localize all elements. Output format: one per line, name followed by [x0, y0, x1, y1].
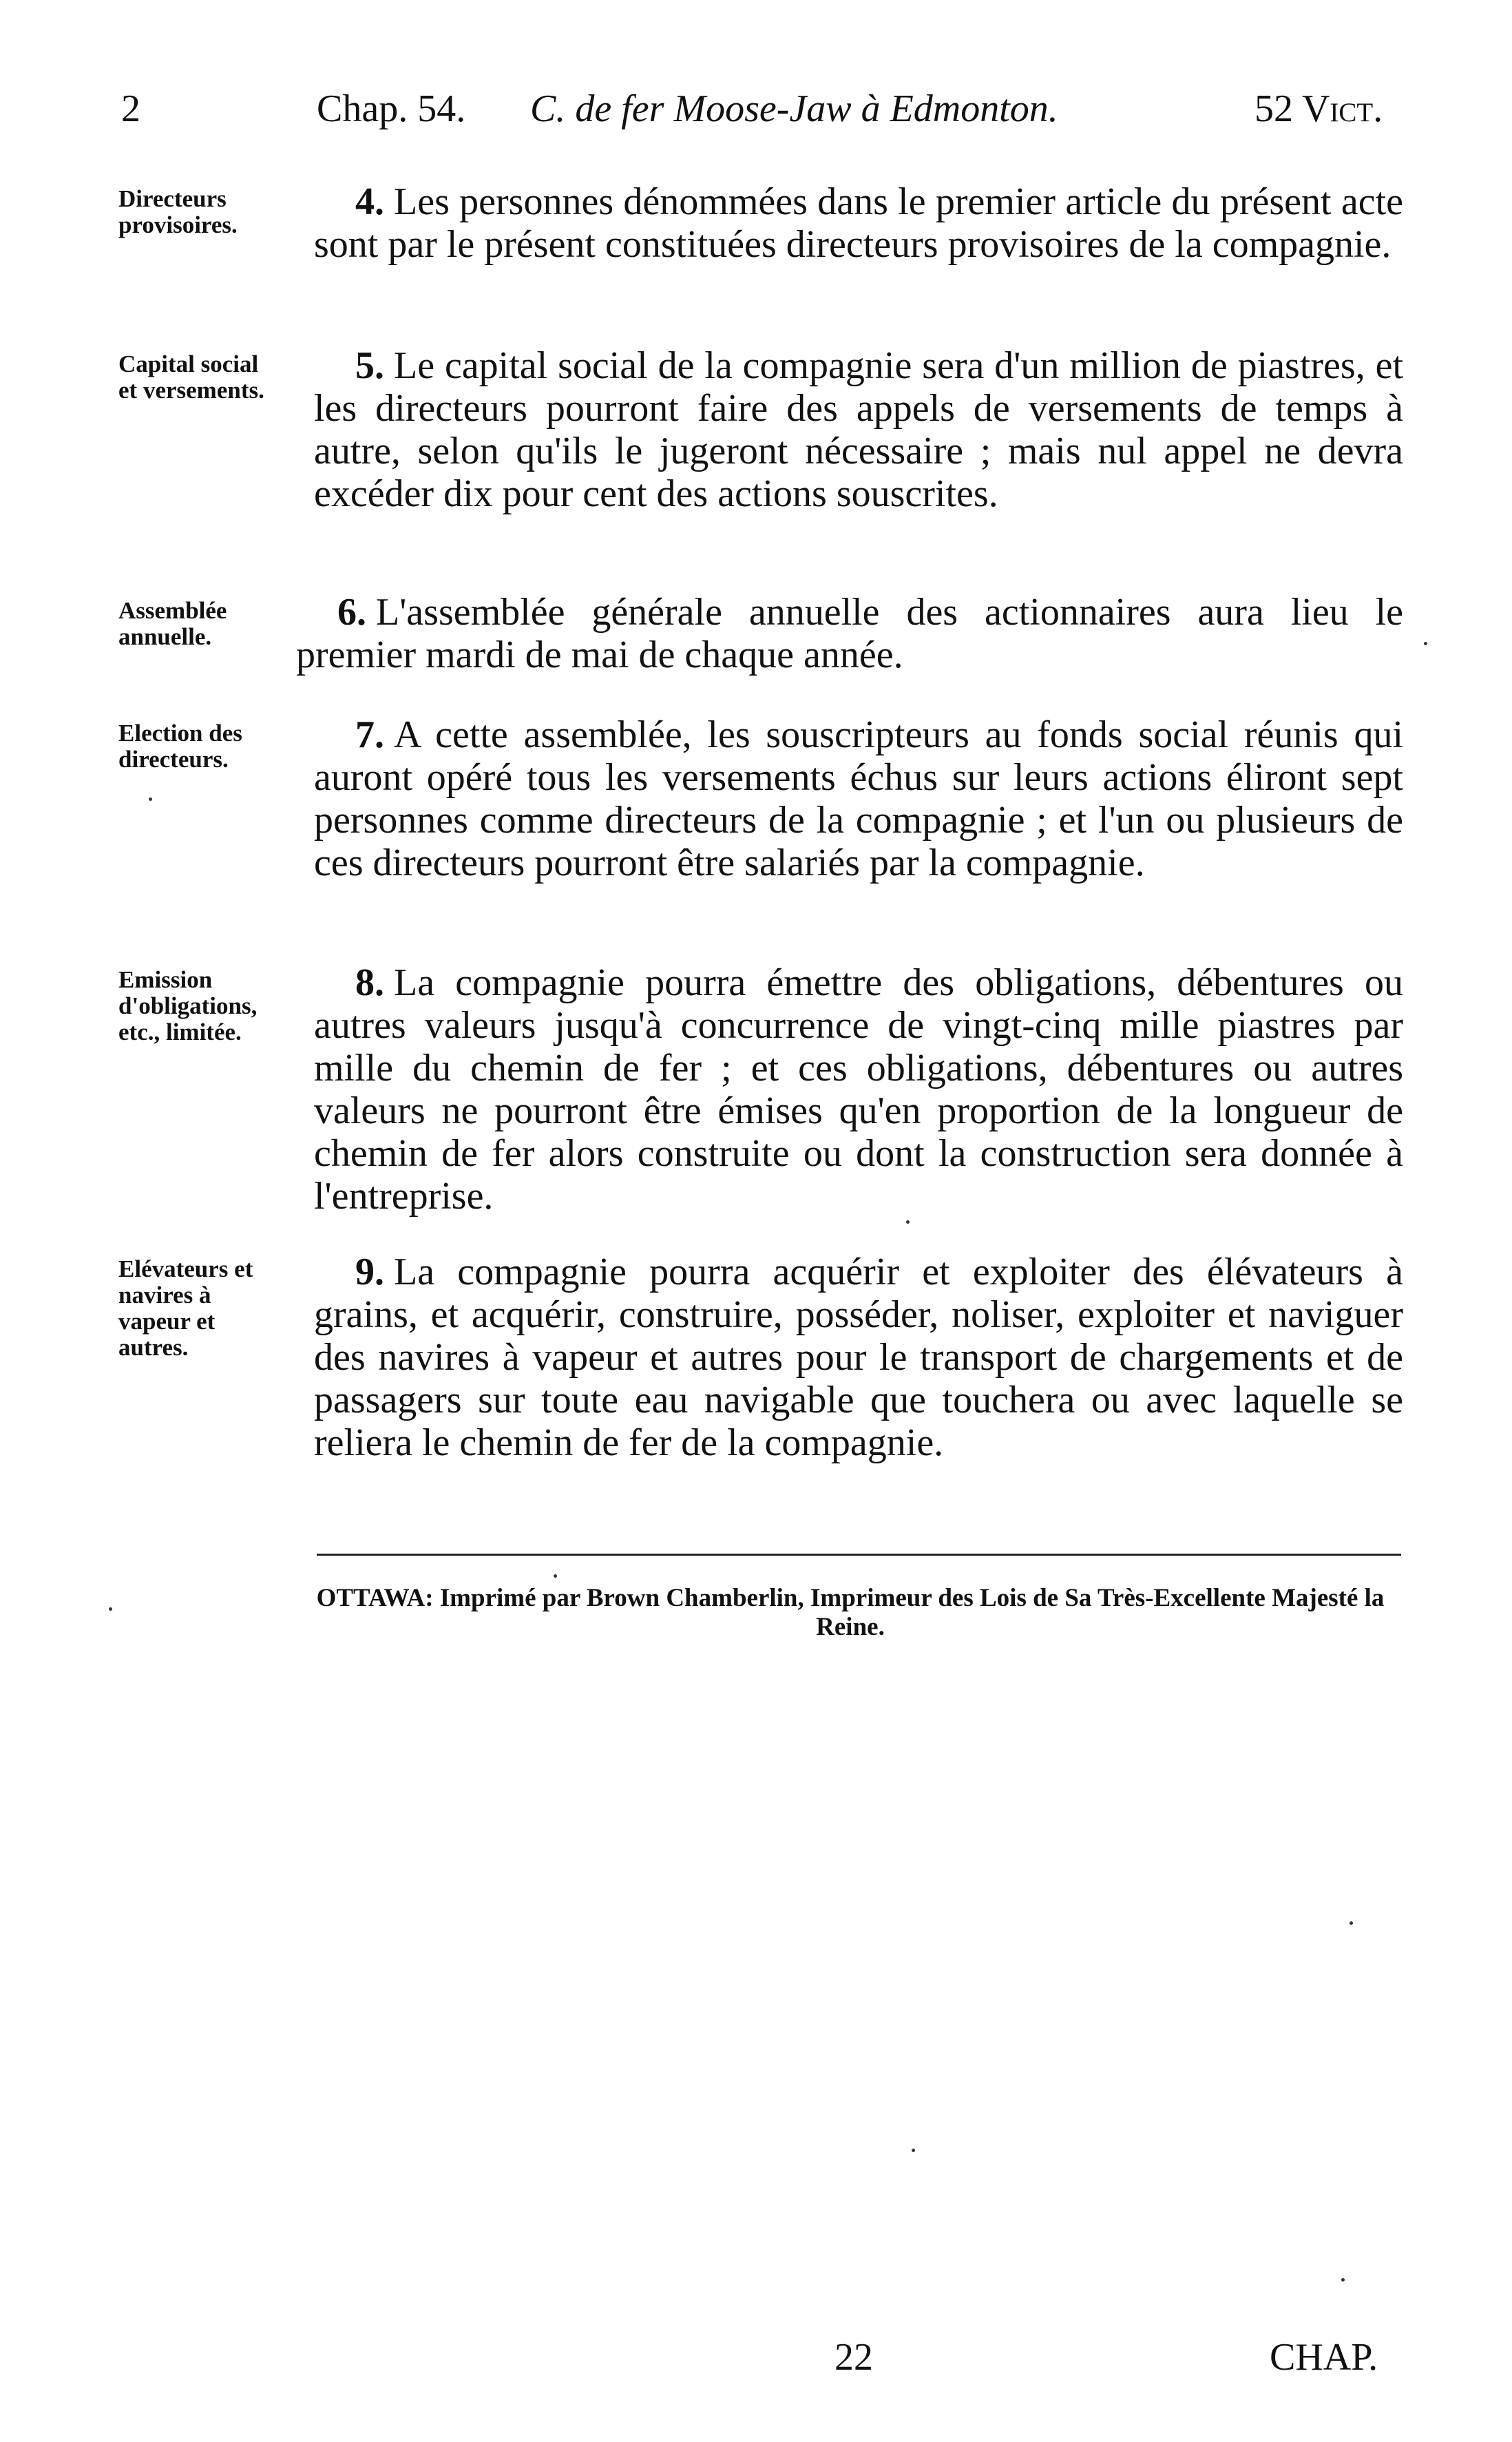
catchword: CHAP.: [1270, 2336, 1378, 2379]
scan-speck: [1350, 1921, 1353, 1925]
section-text: [314, 713, 1403, 884]
section-number: 6.: [337, 591, 366, 634]
imprint: OTTAWA: Imprimé par Brown Chamberlin, Imprimeur des Lois de Sa Très-Excellente Majesté la Reine.: [316, 1584, 1385, 1641]
marginal-note: Emission d'obligations, etc., limitée.: [118, 966, 258, 1045]
marginal-note: Elévateurs et navires à vapeur et autres.: [118, 1255, 253, 1361]
scan-speck: [109, 1607, 112, 1611]
section-number: 9.: [355, 1251, 384, 1293]
scan-speck: [1424, 642, 1427, 645]
signature-mark: 22: [834, 2336, 873, 2379]
header-page-number: 2: [121, 87, 140, 130]
section-text: [314, 1251, 1403, 1464]
section-number: 7.: [355, 713, 384, 756]
section-number: 4.: [355, 180, 384, 223]
section-body: L'assemblée générale annuelle des actionnaires aura lieu le premier mardi de mai de chaque année.: [296, 591, 1403, 676]
section-number: 5.: [355, 344, 384, 387]
section-text: [314, 961, 1403, 1218]
section-text: [314, 180, 1403, 266]
section-text: [296, 591, 1403, 676]
section-body: La compagnie pourra acquérir et exploiter des élévateurs à grains, et acquérir, construire, posséder, noliser, exploiter et naviguer des navires à vapeur et autres pour le transport de chargements et de passagers sur toute eau navigable que touchera ou avec laquelle se reliera le chemin de fer de la compagnie.: [314, 1251, 1403, 1464]
marginal-note: Capital social et versements.: [118, 351, 264, 404]
marginal-note: Directeurs provisoires.: [118, 185, 238, 238]
scan-speck: [906, 1220, 910, 1224]
scan-speck: [912, 2149, 915, 2152]
section-body: Les personnes dénommées dans le premier article du présent acte sont par le présent constituées directeurs provisoires de la compagnie.: [314, 180, 1403, 266]
section-body: A cette assemblée, les souscripteurs au fonds social réunis qui auront opéré tous les versements échus sur leurs actions éliront sept personnes comme directeurs de la compagnie ; et l'un ou plusieurs de ces directeurs pourront être salariés par la compagnie.: [314, 713, 1403, 884]
section-body: Le capital social de la compagnie sera d'un million de piastres, et les directeurs pourront faire des appels de versements de temps à autre, selon qu'ils le jugeront nécessaire ; mais nul appel ne devra excéder dix pour cent des actions souscrites.: [314, 344, 1403, 515]
section-body: La compagnie pourra émettre des obligations, débentures ou autres valeurs jusqu'à concurrence de vingt-cinq mille piastres par mille du chemin de fer ; et ces obligations, débentures ou autres valeurs ne pourront être émises qu'en proportion de la longueur de chemin de fer alors construite ou dont la construction sera donnée à l'entreprise.: [314, 961, 1403, 1218]
marginal-note: Assemblée annuelle.: [118, 597, 227, 650]
header-year: 52 Vict.: [1254, 87, 1383, 130]
scan-speck: [149, 797, 152, 801]
section-number: 8.: [355, 961, 384, 1004]
section-text: [314, 344, 1403, 515]
horizontal-rule: [317, 1554, 1401, 1556]
header-chapter: Chap. 54.: [317, 87, 466, 130]
scan-speck: [554, 1574, 557, 1578]
marginal-note: Election des directeurs.: [118, 720, 242, 773]
header-title: C. de fer Moose-Jaw à Edmonton.: [530, 87, 1058, 130]
scan-speck: [1341, 2278, 1345, 2282]
